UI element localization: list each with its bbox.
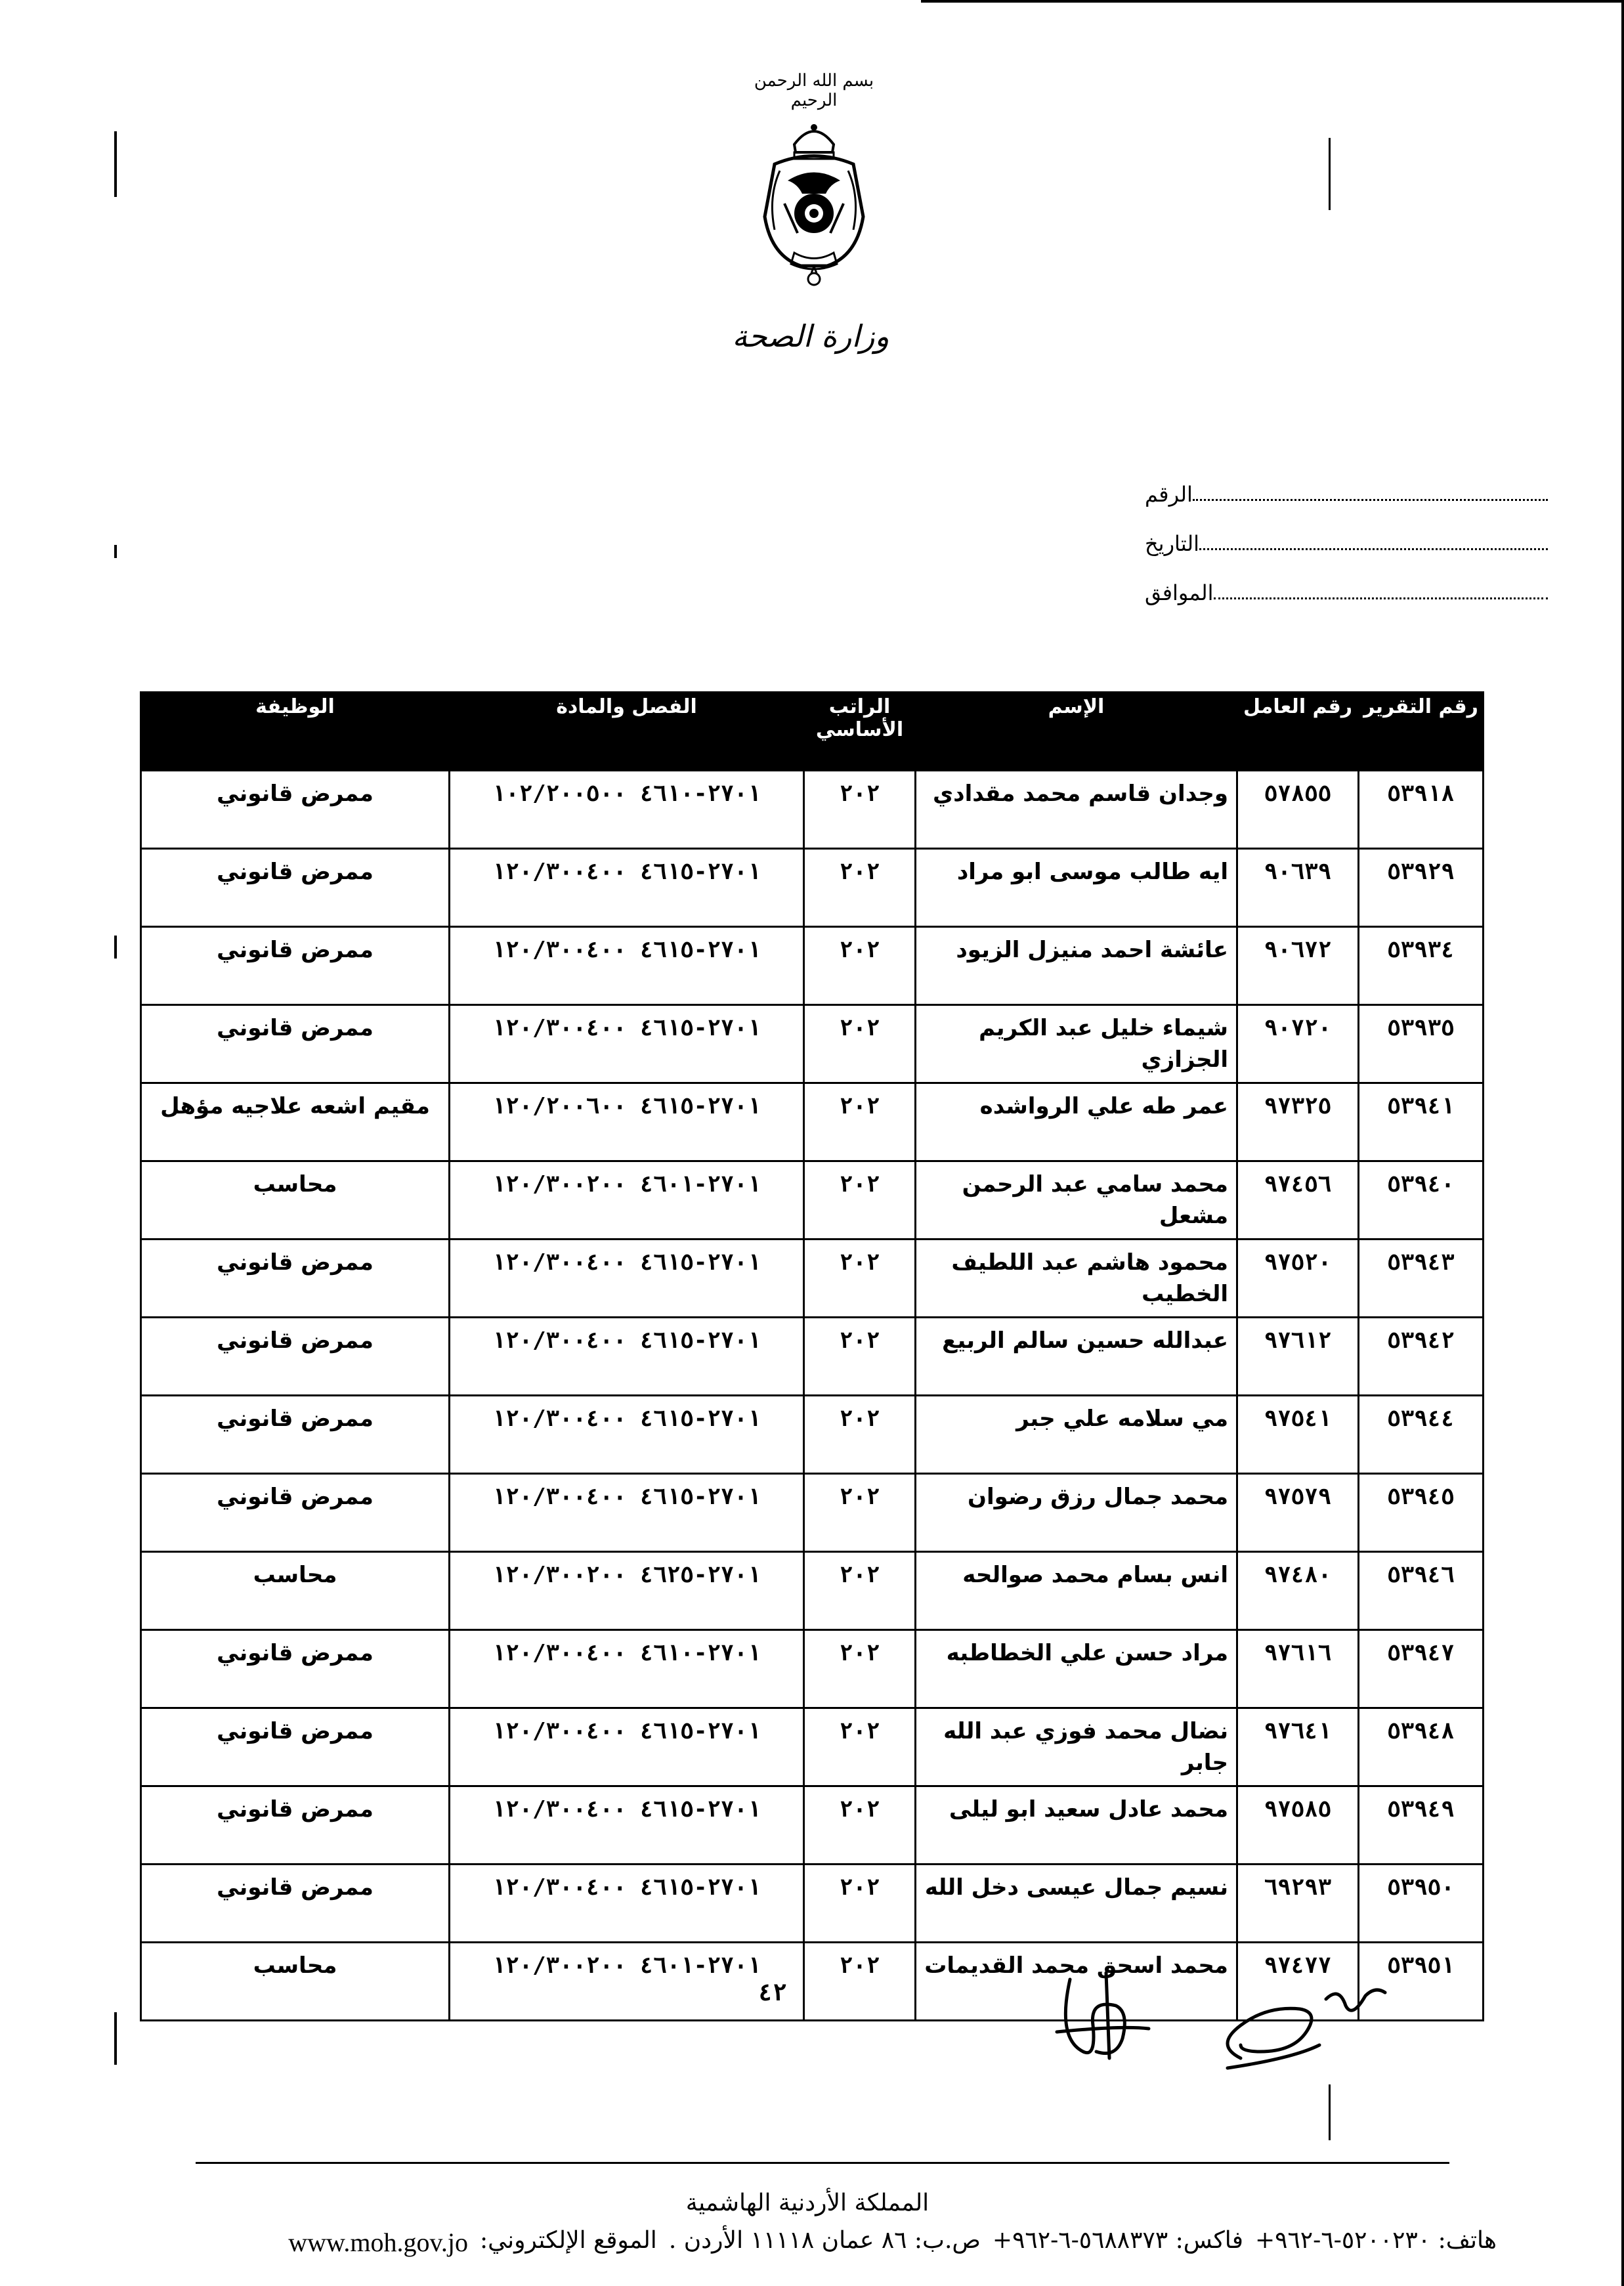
footer-kingdom-name: المملكة الأردنية الهاشمية	[685, 2189, 930, 2216]
table-row	[141, 1005, 1484, 1083]
table-header-row	[141, 693, 1484, 771]
cell-salary: ٢٠٢	[804, 927, 916, 1005]
footer-contact	[276, 2227, 1497, 2258]
cell-job: محاسب	[141, 1161, 450, 1240]
cell-name: محمد عادل سعيد ابو ليلى	[916, 1786, 1237, 1865]
cell-code: ٢٧٠١-٤٦٠١ ١٢٠/٣٠٠٢٠٠	[450, 1943, 804, 2021]
jordan-coat-of-arms-icon	[748, 118, 880, 289]
cell-report-no: ٥٣٩٤١	[1359, 1083, 1484, 1161]
cell-code: ٢٧٠١-٤٦٠١ ١٢٠/٣٠٠٢٠٠	[450, 1161, 804, 1240]
cell-name: شيماء خليل عبد الكريم الجزازي	[916, 1005, 1237, 1083]
cell-report-no: ٥٣٩٤٨	[1359, 1708, 1484, 1786]
cell-code: ٢٧٠١-٤٦١٥ ١٢٠/٢٠٠٦٠٠	[450, 1083, 804, 1161]
cell-job: ممرض قانوني	[141, 1396, 450, 1474]
cell-code: ٢٧٠١-٤٦١٥ ١٢٠/٣٠٠٤٠٠	[450, 1786, 804, 1865]
cell-worker-no: ٩٧٦١٦	[1237, 1630, 1359, 1708]
binder-mark	[114, 131, 117, 197]
header-name: الإسم	[916, 693, 1237, 771]
footer-divider	[196, 2162, 1449, 2164]
table-row	[141, 1708, 1484, 1786]
cell-job: ممرض قانوني	[141, 1786, 450, 1865]
table-row	[141, 1318, 1484, 1396]
footer-pobox: ص.ب: ٨٦ عمان ١١١١٨ الأردن .	[668, 2227, 981, 2254]
cell-worker-no: ٩٧٥٤١	[1237, 1396, 1359, 1474]
cell-report-no: ٥٣٩١٨	[1359, 771, 1484, 849]
binder-mark	[1329, 138, 1331, 210]
cell-job: ممرض قانوني	[141, 849, 450, 927]
reference-corresponding-label: الموافق	[1145, 580, 1214, 605]
cell-salary: ٢٠٢	[804, 1552, 916, 1630]
cell-salary: ٢٠٢	[804, 1240, 916, 1318]
cell-name: محمد جمال رزق رضوان	[916, 1474, 1237, 1552]
cell-name: نسيم جمال عيسى دخل الله	[916, 1865, 1237, 1943]
header-report-no: رقم التقرير	[1359, 693, 1484, 771]
cell-report-no: ٥٣٩٢٩	[1359, 849, 1484, 927]
cell-salary: ٢٠٢	[804, 1786, 916, 1865]
cell-worker-no: ٩٠٦٧٢	[1237, 927, 1359, 1005]
cell-code: ٢٧٠١-٤٦١٥ ١٢٠/٣٠٠٤٠٠	[450, 849, 804, 927]
cell-report-no: ٥٣٩٤٧	[1359, 1630, 1484, 1708]
reference-number-field	[1141, 474, 1548, 507]
table-row	[141, 927, 1484, 1005]
table-row	[141, 1240, 1484, 1318]
cell-name: محمد اسحق محمد القديمات	[916, 1943, 1237, 2021]
cell-name: عائشة احمد منيزل الزيود	[916, 927, 1237, 1005]
table-row	[141, 1552, 1484, 1630]
cell-report-no: ٥٣٩٤٥	[1359, 1474, 1484, 1552]
cell-worker-no: ٩٠٦٣٩	[1237, 849, 1359, 927]
cell-job: ممرض قانوني	[141, 1005, 450, 1083]
cell-job: ممرض قانوني	[141, 771, 450, 849]
cell-worker-no: ٩٧٤٥٦	[1237, 1161, 1359, 1240]
table-row	[141, 1786, 1484, 1865]
header-chapter-article: الفصل والمادة	[450, 693, 804, 771]
cell-code: ٢٧٠١-٤٦١٥ ١٢٠/٣٠٠٤٠٠	[450, 1865, 804, 1943]
cell-salary: ٢٠٢	[804, 1474, 916, 1552]
cell-report-no: ٥٣٩٤٩	[1359, 1786, 1484, 1865]
cell-name: عمر طه علي الرواشده	[916, 1083, 1237, 1161]
cell-worker-no: ٩٠٧٢٠	[1237, 1005, 1359, 1083]
cell-salary: ٢٠٢	[804, 1318, 916, 1396]
table-row	[141, 1630, 1484, 1708]
cell-report-no: ٥٣٩٥٠	[1359, 1865, 1484, 1943]
table-row	[141, 1865, 1484, 1943]
cell-code: ٢٧٠١-٤٦١٠ ١٠٢/٢٠٠٥٠٠	[450, 771, 804, 849]
cell-name: نضال محمد فوزي عبد الله جابر	[916, 1708, 1237, 1786]
cell-job: مقيم اشعه علاجيه مؤهل	[141, 1083, 450, 1161]
cell-job: ممرض قانوني	[141, 1240, 450, 1318]
cell-salary: ٢٠٢	[804, 1865, 916, 1943]
header-job: الوظيفة	[141, 693, 450, 771]
cell-salary: ٢٠٢	[804, 1943, 916, 2021]
cell-salary: ٢٠٢	[804, 1396, 916, 1474]
cell-report-no: ٥٣٩٤٦	[1359, 1552, 1484, 1630]
cell-name: مراد حسن علي الخطاطبه	[916, 1630, 1237, 1708]
cell-name: عبدالله حسين سالم الربيع	[916, 1318, 1237, 1396]
table-row	[141, 849, 1484, 927]
reference-date-field	[1141, 523, 1548, 556]
cell-salary: ٢٠٢	[804, 1005, 916, 1083]
cell-code: ٢٧٠١-٤٦١٥ ١٢٠/٣٠٠٤٠٠	[450, 1005, 804, 1083]
cell-job: ممرض قانوني	[141, 1708, 450, 1786]
table-row	[141, 771, 1484, 849]
cell-worker-no: ٩٧٤٨٠	[1237, 1552, 1359, 1630]
cell-job: ممرض قانوني	[141, 1865, 450, 1943]
table-row	[141, 1396, 1484, 1474]
binder-mark	[114, 2012, 117, 2065]
employee-table-container	[140, 691, 1482, 2021]
cell-code: ٢٧٠١-٤٦١٥ ١٢٠/٣٠٠٤٠٠	[450, 1240, 804, 1318]
cell-report-no: ٥٣٩٤٠	[1359, 1161, 1484, 1240]
cell-worker-no: ٦٩٢٩٣	[1237, 1865, 1359, 1943]
cell-report-no: ٥٣٩٣٤	[1359, 927, 1484, 1005]
header-worker-no: رقم العامل	[1237, 693, 1359, 771]
scan-edge-line	[921, 0, 1624, 3]
basmala-text: بسم الله الرحمن الرحيم	[754, 71, 874, 110]
footer-website-label: الموقع الإلكتروني:	[479, 2227, 657, 2254]
header-base-salary: الراتب الأساسي	[804, 693, 916, 771]
cell-worker-no: ٩٧٣٢٥	[1237, 1083, 1359, 1161]
cell-job: ممرض قانوني	[141, 1630, 450, 1708]
cell-name: انس بسام محمد صوالحه	[916, 1552, 1237, 1630]
table-row	[141, 1161, 1484, 1240]
cell-salary: ٢٠٢	[804, 771, 916, 849]
cell-name: مي سلامه علي جبر	[916, 1396, 1237, 1474]
ministry-title: وزارة الصحة	[732, 318, 889, 354]
binder-mark	[1329, 2084, 1331, 2140]
cell-job: ممرض قانوني	[141, 927, 450, 1005]
cell-code: ٢٧٠١-٤٦١٥ ١٢٠/٣٠٠٤٠٠	[450, 1396, 804, 1474]
dotted-line	[1199, 548, 1548, 550]
cell-code: ٢٧٠١-٤٦١٥ ١٢٠/٣٠٠٤٠٠	[450, 1474, 804, 1552]
footer-website-link[interactable]: www.moh.gov.jo	[288, 2228, 468, 2257]
cell-name: محمود هاشم عبد اللطيف الخطيب	[916, 1240, 1237, 1318]
cell-code: ٢٧٠١-٤٦١٥ ١٢٠/٣٠٠٤٠٠	[450, 927, 804, 1005]
cell-report-no: ٥٣٩٤٢	[1359, 1318, 1484, 1396]
cell-worker-no: ٩٧٦١٢	[1237, 1318, 1359, 1396]
cell-name: محمد سامي عبد الرحمن مشعل	[916, 1161, 1237, 1240]
cell-code: ٢٧٠١-٤٦٢٥ ١٢٠/٣٠٠٢٠٠	[450, 1552, 804, 1630]
cell-job: محاسب	[141, 1943, 450, 2021]
dotted-line	[1214, 597, 1548, 599]
cell-report-no: ٥٣٩٣٥	[1359, 1005, 1484, 1083]
cell-report-no: ٥٣٩٤٤	[1359, 1396, 1484, 1474]
cell-name: وجدان قاسم محمد مقدادي	[916, 771, 1237, 849]
cell-job: ممرض قانوني	[141, 1474, 450, 1552]
cell-salary: ٢٠٢	[804, 849, 916, 927]
handwritten-signature-icon	[1044, 1960, 1431, 2078]
cell-worker-no: ٩٧٥٢٠	[1237, 1240, 1359, 1318]
footer-phone: هاتف: ٥٢٠٠٢٣٠-٦-٩٦٢+	[1254, 2227, 1497, 2254]
cell-report-no: ٥٣٩٤٣	[1359, 1240, 1484, 1318]
table-row	[141, 1083, 1484, 1161]
scan-edge-line	[1621, 0, 1624, 2286]
dotted-line	[1193, 499, 1548, 501]
cell-worker-no: ٥٧٨٥٥	[1237, 771, 1359, 849]
footer-fax: فاكس: ٥٦٨٨٣٧٣-٦-٩٦٢+	[992, 2227, 1243, 2254]
reference-number-label: الرقم	[1145, 482, 1193, 507]
cell-name: ايه طالب موسى ابو مراد	[916, 849, 1237, 927]
cell-job: محاسب	[141, 1552, 450, 1630]
reference-corresponding-field	[1141, 572, 1548, 605]
cell-job: ممرض قانوني	[141, 1318, 450, 1396]
employee-table	[140, 691, 1484, 2021]
cell-salary: ٢٠٢	[804, 1630, 916, 1708]
cell-salary: ٢٠٢	[804, 1161, 916, 1240]
reference-date-label: التاريخ	[1145, 531, 1200, 556]
cell-worker-no: ٩٧٥٧٩	[1237, 1474, 1359, 1552]
cell-worker-no: ٩٧٤٧٧	[1237, 1943, 1359, 2021]
cell-code: ٢٧٠١-٤٦١٥ ١٢٠/٣٠٠٤٠٠	[450, 1708, 804, 1786]
cell-code: ٢٧٠١-٤٦١٥ ١٢٠/٣٠٠٤٠٠	[450, 1318, 804, 1396]
page-number: ٤٢	[758, 1979, 787, 2006]
cell-salary: ٢٠٢	[804, 1708, 916, 1786]
cell-worker-no: ٩٧٦٤١	[1237, 1708, 1359, 1786]
cell-code: ٢٧٠١-٤٦١٠ ١٢٠/٣٠٠٤٠٠	[450, 1630, 804, 1708]
binder-mark	[114, 936, 117, 959]
cell-report-no: ٥٣٩٥١	[1359, 1943, 1484, 2021]
table-row	[141, 1474, 1484, 1552]
cell-worker-no: ٩٧٥٨٥	[1237, 1786, 1359, 1865]
binder-mark	[114, 545, 117, 558]
cell-salary: ٢٠٢	[804, 1083, 916, 1161]
